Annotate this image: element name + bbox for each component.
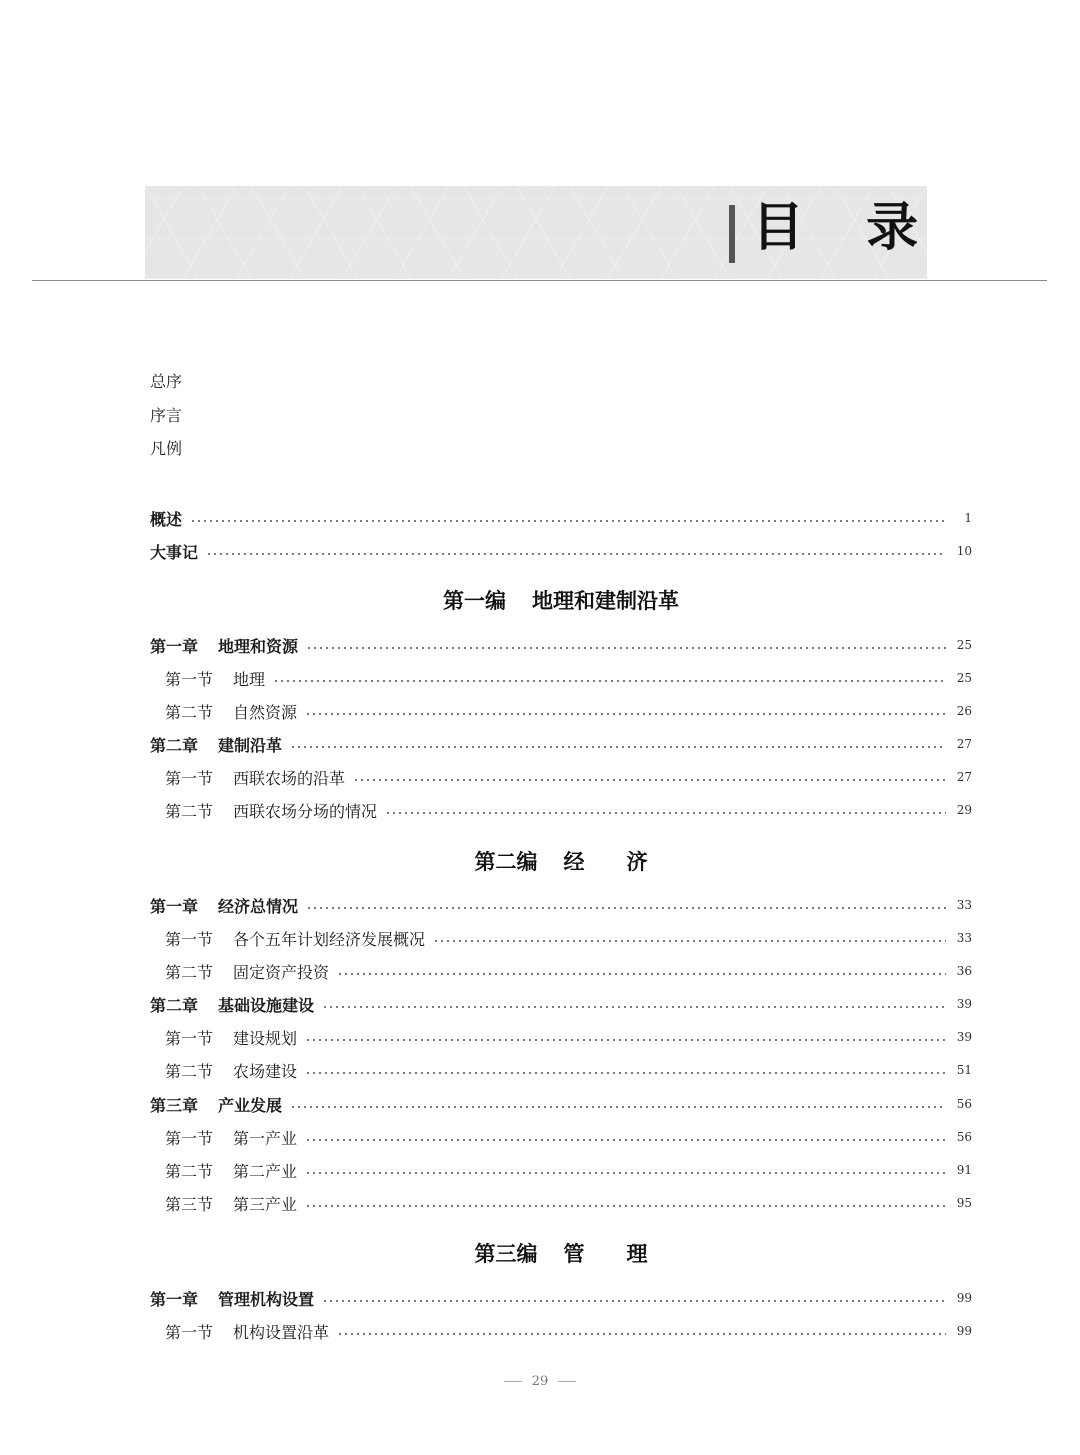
section-title: 自然资源 <box>233 702 298 722</box>
toc-page-number: 36 <box>956 964 972 978</box>
chapter-number: 第三章 <box>150 1095 199 1115</box>
toc-section[interactable] <box>165 1126 972 1148</box>
section-number: 第二节 <box>165 1061 214 1081</box>
section-title: 第一产业 <box>233 1128 298 1148</box>
page-footer <box>0 1374 1080 1389</box>
toc-section[interactable] <box>165 700 972 722</box>
toc-section[interactable] <box>165 799 972 821</box>
section-number: 第一节 <box>165 1322 214 1342</box>
toc-page-number: 26 <box>956 704 972 718</box>
section-title: 第三产业 <box>233 1194 298 1214</box>
dot-leader <box>385 812 946 814</box>
section-title: 各个五年计划经济发展概况 <box>233 929 426 949</box>
toc-page-number: 39 <box>956 1030 972 1044</box>
toc-section[interactable] <box>165 960 972 982</box>
part-number: 第一编 <box>443 588 506 613</box>
toc-section[interactable] <box>165 927 972 949</box>
toc-page-number: 99 <box>956 1291 972 1305</box>
dot-leader <box>305 1072 946 1074</box>
toc-page-number: 33 <box>956 898 972 912</box>
toc-section[interactable] <box>165 1159 972 1181</box>
header-divider <box>32 280 1047 281</box>
part-heading[interactable] <box>150 1238 972 1268</box>
chapter-title: 管理机构设置 <box>218 1289 315 1309</box>
toc-section[interactable] <box>165 1026 972 1048</box>
dot-leader <box>305 1039 946 1041</box>
dot-leader <box>206 553 946 555</box>
section-title: 农场建设 <box>233 1061 298 1081</box>
section-number: 第一节 <box>165 929 214 949</box>
section-number: 第三节 <box>165 1194 214 1214</box>
dot-leader <box>273 680 946 682</box>
chapter-title: 建制沿革 <box>218 735 283 755</box>
section-number: 第二节 <box>165 801 214 821</box>
section-title: 地理 <box>233 669 266 689</box>
toc-section[interactable] <box>165 1059 972 1081</box>
toc-chapter[interactable] <box>150 894 972 916</box>
toc-chapter[interactable] <box>150 733 972 755</box>
part-number: 第三编 <box>474 1241 538 1266</box>
toc-entry-overview[interactable] <box>150 507 972 529</box>
title-accent-bar <box>729 205 735 263</box>
section-title: 机构设置沿革 <box>233 1322 330 1342</box>
part-title: 经 济 <box>563 849 648 874</box>
dot-leader <box>190 520 946 522</box>
toc-page-number: 10 <box>956 544 972 558</box>
toc-section[interactable] <box>165 1192 972 1214</box>
section-title: 建设规划 <box>233 1028 298 1048</box>
section-number: 第二节 <box>165 1161 214 1181</box>
section-title: 第二产业 <box>233 1161 298 1181</box>
page-title: 目 录 <box>752 198 941 258</box>
dot-leader <box>322 1300 946 1302</box>
front-matter-item[interactable]: 序言 <box>150 406 183 425</box>
footer-page-number: 29 <box>531 1374 549 1389</box>
chapter-number: 第一章 <box>150 896 199 916</box>
footer-dash-right <box>558 1381 576 1382</box>
dot-leader <box>290 746 946 748</box>
toc-page-number: 99 <box>956 1324 972 1338</box>
section-number: 第二节 <box>165 702 214 722</box>
section-number: 第一节 <box>165 1128 214 1148</box>
front-matter-item[interactable]: 总序 <box>150 372 183 391</box>
dot-leader <box>337 973 946 975</box>
toc-chapter[interactable] <box>150 1093 972 1115</box>
dot-leader <box>305 1139 946 1141</box>
dot-leader <box>433 940 946 942</box>
chapter-number: 第一章 <box>150 1289 199 1309</box>
toc-page-number: 25 <box>956 671 972 685</box>
toc-page-number: 25 <box>956 638 972 652</box>
toc-page-number: 91 <box>956 1163 972 1177</box>
toc-chapter[interactable] <box>150 634 972 656</box>
front-matter-item[interactable]: 凡例 <box>150 439 183 458</box>
section-number: 第一节 <box>165 669 214 689</box>
toc-page-number: 1 <box>964 511 972 525</box>
toc-section[interactable] <box>165 667 972 689</box>
toc-page-number: 39 <box>956 997 972 1011</box>
toc-page-number: 56 <box>956 1130 972 1144</box>
chapter-title: 经济总情况 <box>218 896 299 916</box>
part-heading[interactable] <box>150 846 972 876</box>
toc-page-number: 33 <box>956 931 972 945</box>
toc-label: 概述 <box>150 509 183 529</box>
toc-page-number: 95 <box>956 1196 972 1210</box>
toc-page-number: 27 <box>956 737 972 751</box>
toc-page-number: 29 <box>956 803 972 817</box>
dot-leader <box>306 647 946 649</box>
dot-leader <box>337 1333 946 1335</box>
toc-chapter[interactable] <box>150 1287 972 1309</box>
toc-page-number: 51 <box>956 1063 972 1077</box>
part-number: 第二编 <box>474 849 538 874</box>
dot-leader <box>322 1006 946 1008</box>
toc-entry-chronicle[interactable] <box>150 540 972 562</box>
dot-leader <box>290 1106 946 1108</box>
part-heading[interactable] <box>150 585 972 615</box>
dot-leader <box>305 713 946 715</box>
dot-leader <box>306 907 946 909</box>
section-number: 第一节 <box>165 1028 214 1048</box>
toc-section[interactable] <box>165 1320 972 1342</box>
section-title: 西联农场的沿革 <box>233 768 346 788</box>
chapter-number: 第二章 <box>150 735 199 755</box>
section-number: 第一节 <box>165 768 214 788</box>
toc-page-number: 56 <box>956 1097 972 1111</box>
chapter-number: 第二章 <box>150 995 199 1015</box>
section-number: 第二节 <box>165 962 214 982</box>
section-title: 西联农场分场的情况 <box>233 801 378 821</box>
dot-leader <box>305 1172 946 1174</box>
section-title: 固定资产投资 <box>233 962 330 982</box>
part-title: 管 理 <box>563 1241 648 1266</box>
chapter-number: 第一章 <box>150 636 199 656</box>
chapter-title: 地理和资源 <box>218 636 299 656</box>
toc-page-number: 27 <box>956 770 972 784</box>
chapter-title: 基础设施建设 <box>218 995 315 1015</box>
chapter-title: 产业发展 <box>218 1095 283 1115</box>
toc-section[interactable] <box>165 766 972 788</box>
toc-chapter[interactable] <box>150 993 972 1015</box>
footer-dash-left <box>504 1381 522 1382</box>
dot-leader <box>353 779 946 781</box>
part-title: 地理和建制沿革 <box>532 588 679 613</box>
dot-leader <box>305 1205 946 1207</box>
toc-label: 大事记 <box>150 542 199 562</box>
